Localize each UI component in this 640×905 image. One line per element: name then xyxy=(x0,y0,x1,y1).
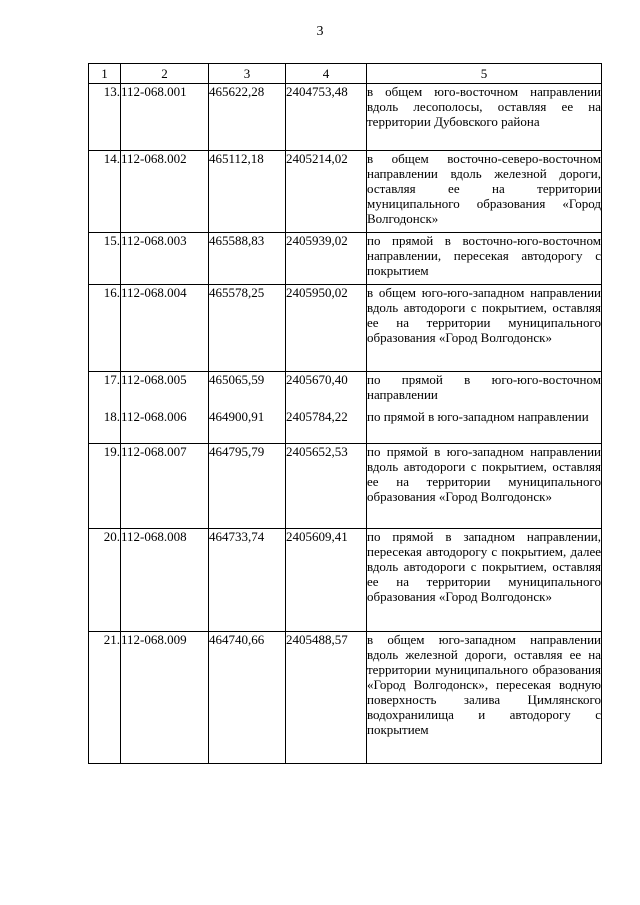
table-row xyxy=(89,409,602,444)
coordinate-y: 2405488,57 xyxy=(286,632,367,764)
table-row xyxy=(89,151,602,233)
coordinate-x: 464740,66 xyxy=(209,632,286,764)
point-code: 112-068.001 xyxy=(121,84,209,151)
boundary-description: по прямой в юго-западном направлении вдоль автодороги с покрытием, оставляя ее на территории муниципального образования «Город Волгодонск» xyxy=(367,444,602,529)
row-number: 18. xyxy=(89,409,121,444)
coordinate-x: 465065,59 xyxy=(209,372,286,409)
coordinate-y: 2405609,41 xyxy=(286,529,367,632)
table-row xyxy=(89,233,602,285)
coordinate-y: 2405939,02 xyxy=(286,233,367,285)
table-row xyxy=(89,444,602,529)
row-number: 14. xyxy=(89,151,121,233)
coordinate-x: 465588,83 xyxy=(209,233,286,285)
boundary-description: в общем юго-западном направлении вдоль железной дороги, оставляя ее на территории муниципального образования «Город Волгодонск», пересекая водную поверхность залива Цимлянского водохранилища и автодорогу с покрытием xyxy=(367,632,602,764)
coordinate-x: 464795,79 xyxy=(209,444,286,529)
page-number: 3 xyxy=(316,24,324,39)
boundary-description: в общем юго-восточном направлении вдоль лесополосы, оставляя ее на территории Дубовского района xyxy=(367,84,602,151)
point-code: 112-068.007 xyxy=(121,444,209,529)
point-code: 112-068.008 xyxy=(121,529,209,632)
table-row xyxy=(89,84,602,151)
point-code: 112-068.004 xyxy=(121,285,209,372)
header-cell: 3 xyxy=(209,64,286,84)
row-number: 15. xyxy=(89,233,121,285)
boundary-coordinates-table xyxy=(88,63,602,764)
coordinate-y: 2405784,22 xyxy=(286,409,367,444)
coordinate-y: 2405950,02 xyxy=(286,285,367,372)
row-number: 19. xyxy=(89,444,121,529)
coordinate-x: 465578,25 xyxy=(209,285,286,372)
boundary-description: в общем восточно-северо-восточном направлении вдоль железной дороги, оставляя ее на территории муниципального образования «Город Волгодонск» xyxy=(367,151,602,233)
point-code: 112-068.003 xyxy=(121,233,209,285)
table-row xyxy=(89,285,602,372)
coordinate-x: 465112,18 xyxy=(209,151,286,233)
row-number: 16. xyxy=(89,285,121,372)
point-code: 112-068.005 xyxy=(121,372,209,409)
table-row xyxy=(89,529,602,632)
row-number: 17. xyxy=(89,372,121,409)
point-code: 112-068.002 xyxy=(121,151,209,233)
boundary-description: по прямой в западном направлении, пересекая автодорогу с покрытием, далее вдоль автодороги с покрытием, оставляя ее на территории муниципального образования «Город Волгодонск» xyxy=(367,529,602,632)
coordinate-x: 464733,74 xyxy=(209,529,286,632)
row-number: 13. xyxy=(89,84,121,151)
coordinate-y: 2404753,48 xyxy=(286,84,367,151)
header-cell: 2 xyxy=(121,64,209,84)
header-cell: 1 xyxy=(89,64,121,84)
point-code: 112-068.009 xyxy=(121,632,209,764)
row-number: 20. xyxy=(89,529,121,632)
header-cell: 5 xyxy=(367,64,602,84)
table-row xyxy=(89,632,602,764)
boundary-description: по прямой в юго-юго-восточном направлении xyxy=(367,372,602,409)
point-code: 112-068.006 xyxy=(121,409,209,444)
coordinate-x: 465622,28 xyxy=(209,84,286,151)
coordinate-x: 464900,91 xyxy=(209,409,286,444)
table-row xyxy=(89,372,602,409)
coordinate-y: 2405214,02 xyxy=(286,151,367,233)
row-number: 21. xyxy=(89,632,121,764)
boundary-description: по прямой в восточно-юго-восточном направлении, пересекая автодорогу с покрытием xyxy=(367,233,602,285)
boundary-description: по прямой в юго-западном направлении xyxy=(367,409,602,444)
coordinate-y: 2405652,53 xyxy=(286,444,367,529)
coordinate-y: 2405670,40 xyxy=(286,372,367,409)
header-cell: 4 xyxy=(286,64,367,84)
boundary-description: в общем юго-юго-западном направлении вдоль автодороги с покрытием, оставляя ее на территории муниципального образования «Город Волгодонск» xyxy=(367,285,602,372)
table-header-row xyxy=(89,64,602,84)
